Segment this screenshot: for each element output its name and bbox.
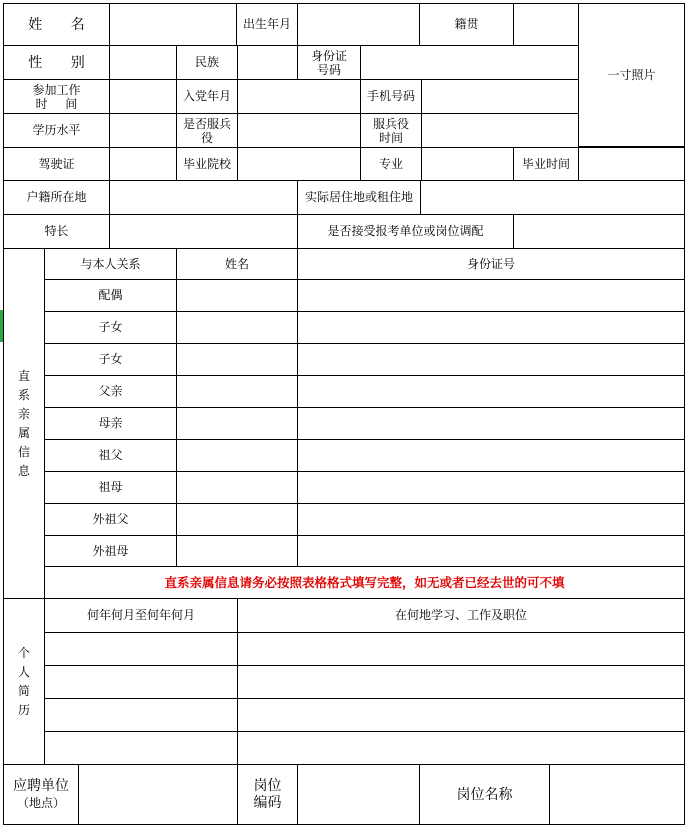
military-served-label bbox=[176, 113, 238, 148]
family-relation-cell: 父亲 bbox=[44, 375, 177, 408]
ethnicity-value-cell[interactable] bbox=[237, 45, 298, 80]
specialty-value-cell[interactable] bbox=[109, 214, 298, 249]
family-name-cell[interactable] bbox=[176, 375, 298, 408]
family-name-cell[interactable] bbox=[176, 279, 298, 312]
family-id-cell[interactable] bbox=[297, 375, 685, 408]
service-time-label-line2: 时间 bbox=[378, 130, 403, 145]
driver-license-value-cell[interactable] bbox=[109, 147, 177, 181]
native-place-label: 籍贯 bbox=[419, 3, 514, 46]
graduate-school-label: 毕业院校 bbox=[176, 147, 238, 181]
family-header-relation: 与本人关系 bbox=[44, 248, 177, 280]
post-code-value-cell[interactable] bbox=[297, 764, 420, 825]
family-name-cell[interactable] bbox=[176, 535, 298, 568]
photo-cell[interactable]: 一寸照片 bbox=[578, 3, 685, 147]
resume-place-cell[interactable] bbox=[237, 698, 685, 732]
id-card-label-line2: 号码 bbox=[316, 62, 341, 77]
driver-license-label: 驾驶证 bbox=[3, 147, 110, 181]
graduation-time-value-cell[interactable] bbox=[578, 147, 685, 181]
family-section-char: 系 bbox=[17, 387, 30, 402]
family-id-cell[interactable] bbox=[297, 407, 685, 440]
ethnicity-label: 民族 bbox=[176, 45, 238, 80]
graduate-school-value-cell[interactable] bbox=[237, 147, 361, 181]
post-name-label: 岗位名称 bbox=[419, 764, 550, 825]
graduation-time-label: 毕业时间 bbox=[513, 147, 579, 181]
resume-period-cell[interactable] bbox=[44, 632, 238, 666]
resume-section-label bbox=[3, 598, 45, 765]
family-relation-cell: 母亲 bbox=[44, 407, 177, 440]
post-code-label-line2: 编码 bbox=[253, 794, 282, 811]
resume-section-char: 简 bbox=[17, 683, 30, 698]
party-date-value-cell[interactable] bbox=[237, 79, 361, 114]
specialty-label: 特长 bbox=[3, 214, 110, 249]
name-value-cell[interactable] bbox=[109, 3, 237, 46]
family-notice: 直系亲属信息请务必按照表格格式填写完整，如无或者已经去世的可不填 bbox=[44, 566, 685, 599]
family-name-cell[interactable] bbox=[176, 343, 298, 376]
post-name-value-cell[interactable] bbox=[549, 764, 685, 825]
family-section-char: 属 bbox=[17, 425, 30, 440]
post-code-label bbox=[237, 764, 298, 825]
service-time-value-cell[interactable] bbox=[421, 113, 579, 148]
military-served-label-line1: 是否服兵 bbox=[182, 116, 231, 131]
major-label: 专业 bbox=[360, 147, 422, 181]
education-value-cell[interactable] bbox=[109, 113, 177, 148]
family-relation-cell: 配偶 bbox=[44, 279, 177, 312]
family-relation-cell: 祖母 bbox=[44, 471, 177, 504]
post-code-label-line1: 岗位 bbox=[253, 777, 282, 794]
gender-label bbox=[3, 45, 110, 80]
resume-period-cell[interactable] bbox=[44, 698, 238, 732]
accept-adjust-value-cell[interactable] bbox=[513, 214, 685, 249]
family-id-cell[interactable] bbox=[297, 503, 685, 536]
family-section-char: 信 bbox=[17, 444, 30, 459]
apply-unit-value-cell[interactable] bbox=[78, 764, 238, 825]
birth-value-cell[interactable] bbox=[297, 3, 420, 46]
resume-period-cell[interactable] bbox=[44, 731, 238, 765]
family-id-cell[interactable] bbox=[297, 279, 685, 312]
resume-section-char: 历 bbox=[17, 702, 30, 717]
family-section-char: 直 bbox=[17, 368, 30, 383]
family-section-label bbox=[3, 248, 45, 599]
family-id-cell[interactable] bbox=[297, 535, 685, 568]
resume-header-place: 在何地学习、工作及职位 bbox=[237, 598, 685, 633]
military-served-label-line2: 役 bbox=[200, 130, 213, 145]
resume-period-cell[interactable] bbox=[44, 665, 238, 699]
resume-header-period: 何年何月至何年何月 bbox=[44, 598, 238, 633]
apply-unit-label-line1: 应聘单位 bbox=[13, 777, 69, 794]
family-name-cell[interactable] bbox=[176, 407, 298, 440]
gender-label-text: 性 别 bbox=[28, 54, 97, 71]
education-label: 学历水平 bbox=[3, 113, 110, 148]
family-section-char: 亲 bbox=[17, 406, 30, 421]
family-section-char: 息 bbox=[17, 463, 30, 478]
mobile-value-cell[interactable] bbox=[421, 79, 579, 114]
service-time-label-line1: 服兵役 bbox=[372, 116, 409, 131]
resume-place-cell[interactable] bbox=[237, 665, 685, 699]
party-date-label: 入党年月 bbox=[176, 79, 238, 114]
id-card-label bbox=[297, 45, 361, 80]
family-name-cell[interactable] bbox=[176, 439, 298, 472]
service-time-label bbox=[360, 113, 422, 148]
family-id-cell[interactable] bbox=[297, 311, 685, 344]
work-start-label-line1: 参加工作 bbox=[32, 82, 81, 97]
family-name-cell[interactable] bbox=[176, 503, 298, 536]
resume-place-cell[interactable] bbox=[237, 632, 685, 666]
family-relation-cell: 子女 bbox=[44, 311, 177, 344]
family-relation-cell: 祖父 bbox=[44, 439, 177, 472]
family-id-cell[interactable] bbox=[297, 471, 685, 504]
family-header-id: 身份证号 bbox=[297, 248, 685, 280]
family-relation-cell: 外祖父 bbox=[44, 503, 177, 536]
resume-section-char: 个 bbox=[17, 645, 30, 660]
work-start-label bbox=[3, 79, 110, 114]
resume-place-cell[interactable] bbox=[237, 731, 685, 765]
residence-label: 实际居住地或租住地 bbox=[297, 180, 421, 215]
apply-unit-label-line2: （地点） bbox=[16, 795, 65, 810]
work-start-label-line2: 时 间 bbox=[35, 96, 78, 111]
military-served-value-cell[interactable] bbox=[237, 113, 361, 148]
native-place-value-cell[interactable] bbox=[513, 3, 579, 46]
family-id-cell[interactable] bbox=[297, 439, 685, 472]
id-card-value-cell[interactable] bbox=[360, 45, 579, 80]
major-value-cell[interactable] bbox=[421, 147, 514, 181]
id-card-label-line1: 身份证 bbox=[310, 48, 347, 63]
name-label bbox=[3, 3, 110, 46]
apply-unit-label bbox=[3, 764, 79, 825]
family-name-cell[interactable] bbox=[176, 471, 298, 504]
work-start-value-cell[interactable] bbox=[109, 79, 177, 114]
name-label-text: 姓 名 bbox=[28, 16, 97, 33]
birth-label: 出生年月 bbox=[236, 3, 298, 46]
family-relation-cell: 子女 bbox=[44, 343, 177, 376]
family-id-cell[interactable] bbox=[297, 343, 685, 376]
mobile-label: 手机号码 bbox=[360, 79, 422, 114]
household-label: 户籍所在地 bbox=[3, 180, 110, 215]
household-value-cell[interactable] bbox=[109, 180, 298, 215]
gender-value-cell[interactable] bbox=[109, 45, 177, 80]
residence-value-cell[interactable] bbox=[420, 180, 685, 215]
resume-section-char: 人 bbox=[17, 664, 30, 679]
family-relation-cell: 外祖母 bbox=[44, 535, 177, 568]
family-header-name: 姓名 bbox=[176, 248, 298, 280]
accept-adjust-label: 是否接受报考单位或岗位调配 bbox=[297, 214, 514, 249]
family-name-cell[interactable] bbox=[176, 311, 298, 344]
